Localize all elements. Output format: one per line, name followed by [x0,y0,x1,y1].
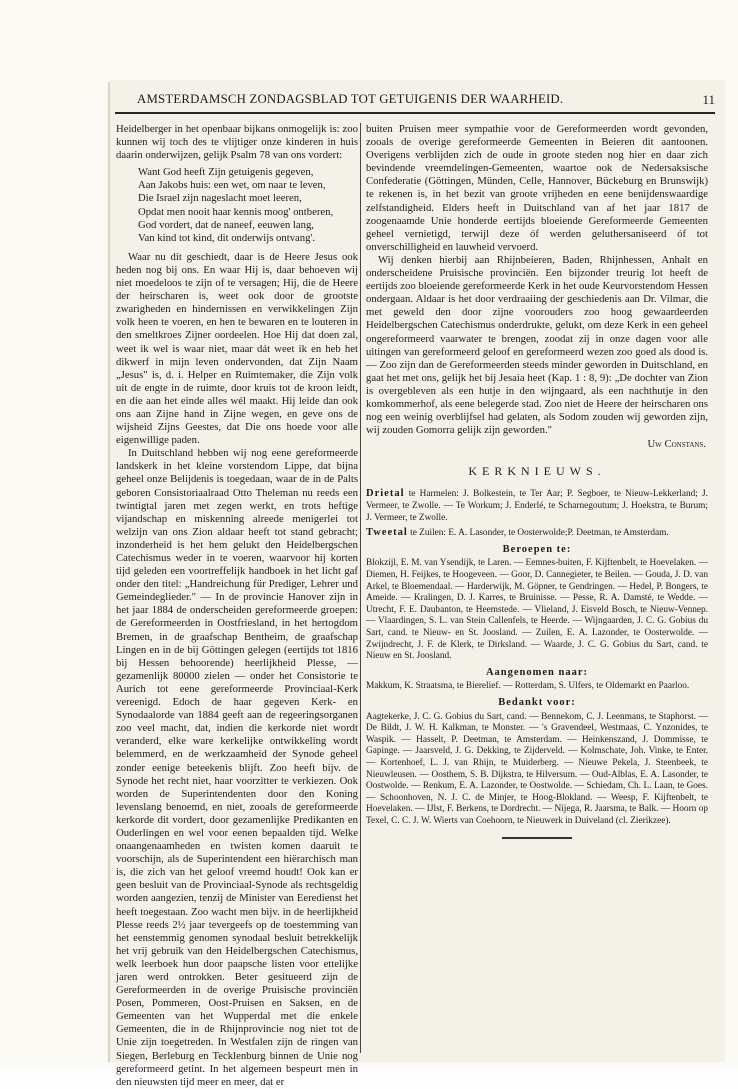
signature: Uw Constans. [647,438,706,451]
poem-line: Want God heeft Zijn getuigenis gegeven, [138,166,314,179]
news-heading: Drietal [366,488,405,500]
intro-paragraph: Heidelberger in het openbaar bijkans onmogelijk is: zoo kunnen wij toch des te vlijtiger onze kinderen in huis daarin onderwijzen, gelijk Psalm 78 van ons vordert: [116,123,358,162]
psalm-quote [138,166,358,245]
news-heading-bedankt: Bedankt voor: [498,696,576,708]
news-text: te Harmelen: J. Bolkestein, te Ter Aar; P. Segboer, te Nieuw-Lekkerland; J. Vermeer, te Zwolle. — Te Workum; J. Enderlé, te Scharnegoutum; J. Hoekstra, te Burum; J. Vermeer, te Zwolle. [366,489,708,523]
news-item-tweetal [366,527,708,540]
running-header [115,92,715,114]
end-rule [502,837,572,839]
news-heading-aangenomen: Aangenomen naar: [485,666,589,678]
poem-line: God vordert, dat de naneef, eeuwen lang, [138,218,314,231]
poem-line: Die Israel zijn nageslacht moet leeren, [138,192,302,205]
page-number: 11 [702,92,715,107]
section-title-kerknieuws: KERKNIEUWS. [468,464,606,479]
left-column [116,123,358,1088]
poem-line: Aan Jakobs huis: een wet, om naar te leven, [138,179,326,192]
news-text-beroepen: Blokzijl, E. M. van Ysendijk, te Laren. — Eemnes-buiten, F. Kijftenbelt, te Hoevelaken. — Diemen, H. Feijkes, te Hoogeveen. — Goor, D. Cannegieter, te Beilen. — Gouda, J. D. van Arkel, te Bloemendaal. — Harderwijk, M. Göpner, te Gendringen. — Hedel, P. Bongers, te Ameide. — Kralingen, D. J. Karres, te Bruinisse. — Pesse, R. A. Damsté, te Wedde. — Utrecht, F. E. Daubanton, te Heemstede. — Vlieland, J. Eisveld Bosch, te Nieuw-Vennep. — Vlaardingen, S. L. van Stein Callenfels, te Heerde. — Wijngaarden, J. C. G. Gobius du Sart, cand. te Nieuw- en St. Joosland. — Zuilen, E. A. Lazonder, te Oosterwolde. — Zwijndrecht, J. F. de Klerk, te Dirksland. — Waarde, J. C. G. Gobius du Sart, cand. te Nieuw en St. Joosland. [366,558,708,662]
body-paragraph: buiten Pruisen meer sympathie voor de Gereformeerden wordt gevonden, zooals de overige gereformeerde Gemeenten in Beieren dit aantoonen. Overigens verblijden zich de oude in groote steden nog hier en daar zich bevindende vreemdelingen-Gemeenten, waartoe ook de Nedersaksische Confederatie (Göttingen, Münden, Celle, Hannover, Bückeburg en Brunswijk) te rekenen is, in het bezit van groote vrijheden en eene benijdenswaardige zelfstandigheid. Elders heeft in Duitschland van af het jaar 1817 de zoogenaamde Unie honderde eertijds bloeiende Gereformeerde Gemeenten geheel vernietigd, terwijl deze óf werden geluthersaniseerd óf tot onverschilligheid en lauwheid vervoerd. [366,123,708,253]
body-paragraph: Waar nu dit geschiedt, daar is de Heere Jesus ook heden nog bij ons. En waar Hij is, daar behoeven wij niet moedeloos te zijn of te versagen; Hij, die de Heere der heirscharen is, weet ook door de grootste zwarigheden en hindernissen en verwikkelingen Zijn volk heen te voeren, en hen te bewaren en te louteren in den smeltkroes Zijner oordeelen. Hoe Hij dat doen zal, weet ik wel is waar niet, maar dát weet ik en heb het dikwerf in mijn leven ondervonden, dat Zijn Naam „Jesus" is, d. i. Helper en Ruimtemaker, die Zijn volk uit de engte in de ruimte, door kruis tot de kroon leidt, en die aan het einde alles wél maakt. Hij leide dan ook ons aan Zijne hand in Zijne wegen, en geve ons de wijsheid Zijns Geestes, dat Die ons hoede voor alle eigenwillige paden. [116,250,358,447]
church-news [366,488,708,827]
right-column [366,123,708,1058]
news-text: te Zuilen: E. A. Lasonder, te Oosterwolde;P. Deetman, te Amsterdam. [410,528,669,539]
body-paragraph: Wij denken hierbij aan Rhijnbeieren, Baden, Rhijnhessen, Anhalt en onderscheidene Pruisische provinciën. Een bijzonder treurig lot heeft de eertijds zoo bloeiende gereformeerde Kerk in het oude Keurvorstendom Hessen ondergaan. Aldaar is het door verdraaiing der geschiedenis aan Dr. Vilmar, die met geweld den door zijne voorouders zoo hoog gewaardeerden Heidelbergschen Catechismus onderdrukte, gelukt, om deze Kerk in een geheel ongereformeerd vaarwater te brengen, zoodat zij in onze dagen voor alle uitingen van gereformeerd geloof en gereformeerd wezen zoo goed als dood is. — Zoo zijn dan de Gereformeerden steeds minder geworden in Duitschland, en gaat het met ons, gelijk het bij Jesaia heet (Kap. 1 : 8, 9): „De dochter van Zion is overgebleven als een hutje in den wijngaard, als een nachthutje in den komkommerhof, als eene belegerde stad. Zoo niet de Heere der heirscharen ons nog een weinig overblijfsel had gelaten, als Sodom zouden wij geworden zijn, wij zouden Gomorra gelijk zijn geworden." [366,253,708,437]
body-paragraph: In Duitschland hebben wij nog eene gereformeerde landskerk in het kleine vorstendom Lippe, dat bijna geheel onze Belijdenis is toegedaan, waar de in de Palts geboren Consistoriaalraad Otto Theleman nu reeds een twintigtal jaren met zegen werkt, en trots heftige vijandschap en miskenning alreede menigerlei tot welzijn van ons Zion aldaar heeft tot stand gebracht; inzonderheid is het hem gelukt den Heidelbergschen Catechismus weder in te voeren, waarvoor hij korten tijd geleden een voortreffelijk handboek in het licht gaf onder den titel: „Handreichung für Prediger, Lehrer und Gemeindeglieder." — In de provincie Hanover zijn in het jaar 1884 de onderscheiden gereformeerde groepen: de Gereformeerden in Oostfriesland, in het hertogdom Bremen, in de graafschap Bentheim, de graafschap Lingen en in de bij Göttingen gelegen (eertijds tot 1816 bij Hessen behoorende) heerlijkheid Plesse, — gezamenlijk 80000 zielen — onder het Consistorie te Aurich tot eene gereformeerde Provinciaal-Kerk vereenigd. Edoch de haar gegeven Kerk- en Synodaalorde van 1884 geeft aan de regeeringsorganen zoo veel macht, dat, indien die kerkorde niet wordt veranderd, elke ware kerkelijke ontwikkeling wordt belemmerd, en de werkzaamheid der Synode geheel zonder eenige beteekenis blijft. Zoo heeft bijv. de Synode het recht niet, haar voorzitter te verkiezen. Ook worden de Superintendenten door den Koning levenslang benoemd, en niet, zooals de gereformeerde kerkorde dit vordert, door gezamenlijke Predikanten en Ouderlingen en wel voor eenen bepaalden tijd. Welke onaangenaamheden en twisten komen daaruit te voorschijn, als de Superintendent een hiërarchisch man is, die zich van het geloof vreemd houdt! Ook kan er geen besluit van de Provinciaal-Synode als rechtsgeldig worden aangezien, tenzij de Minister van Eeredienst het heeft toegestaan. Zoo wacht men bijv. in de heerlijkheid Plesse reeds 2½ jaar tevergeefs op de toestemming van het eenstemmig genomen synodaal besluit betrekkelijk het vrij gebruik van den Heidelbergschen Catechismus, welk leerboek hun door paapsche listen voor ettelijke jaren werd ontrokken. Beter gesitueerd zijn de Gereformeerden in de overige Pruisische provinciën Posen, Pommeren, Oost-Pruisen en Saksen, en de Gemeenten van het Wupperdal met die enkele Gemeenten, die in de Rhijnprovincie nog niet tot de Unie zijn toegetreden. In Westfalen zijn de ringen van Siegen, Berleburg en Tecklenburg binnen de Unie nog gereformeerd getint. In het algemeen bespeurt men in den nieuwsten tijd meer en meer, dat er [116,447,358,1088]
news-text-aangenomen: Makkum, K. Straatsma, te Bierelief. — Rotterdam, S. Ulfers, te Oldemarkt en Paarloo. [366,681,690,692]
news-item-drietal [366,488,708,524]
header-title: AMSTERDAMSCH ZONDAGSBLAD TOT GETUIGENIS DER WAARHEID. [137,92,564,106]
news-heading: Tweetal [366,527,408,539]
column-divider [360,123,361,1053]
news-text-bedankt: Aagtekerke, J. C. G. Gobius du Sart, cand. — Bennekom, C. J. Leenmans, te Staphorst. — De Bildt, J. W. H. Kalkman, te Monster. — 's Gravendeel, Westmaas, C. Ynzonides, te Waspik. — Hasselt, P. Deetman, te Amsterdam. — Heinkenszand, J. Dommisse, te Gapinge. — Jaarsveld, J. G. Dekking, te Zijderveld. — Kolmschate, Joh. Vinke, te Enter. — Kortenhoef, L. J. van Rhijn, te Muiderberg. — Nieuwe Pekela, J. Steenbeek, te Nieuwleusen. — Oosthem, S. B. Dijkstra, te Hilversum. — Oud-Alblas, E. A. Lasonder, te Oostwolde. — Renkum, E. A. Lazonder, te Oostwolde. — Schiedam, Ch. L. Laan, te Goes. — Schoonhoven, N. J. C. de Minjer, te Hoog-Blokland. — Weesp, F. Kijftenbelt, te Hoevelaken. — IJlst, F. Berkens, te Dordrecht. — Nijega, R. Jaarsma, te Balk. — Hoorn op Texel, C. C. J. W. Wierts van Coehoorn, te Nieuwerk in Duiveland (cl. Zierikzee). [366,711,708,826]
poem-line: Van kind tot kind, dit onderwijs ontvang'. [138,231,316,244]
poem-line: Opdat men nooit haar kennis moog' ontberen, [138,205,334,218]
news-heading-beroepen: Beroepen te: [502,543,572,555]
